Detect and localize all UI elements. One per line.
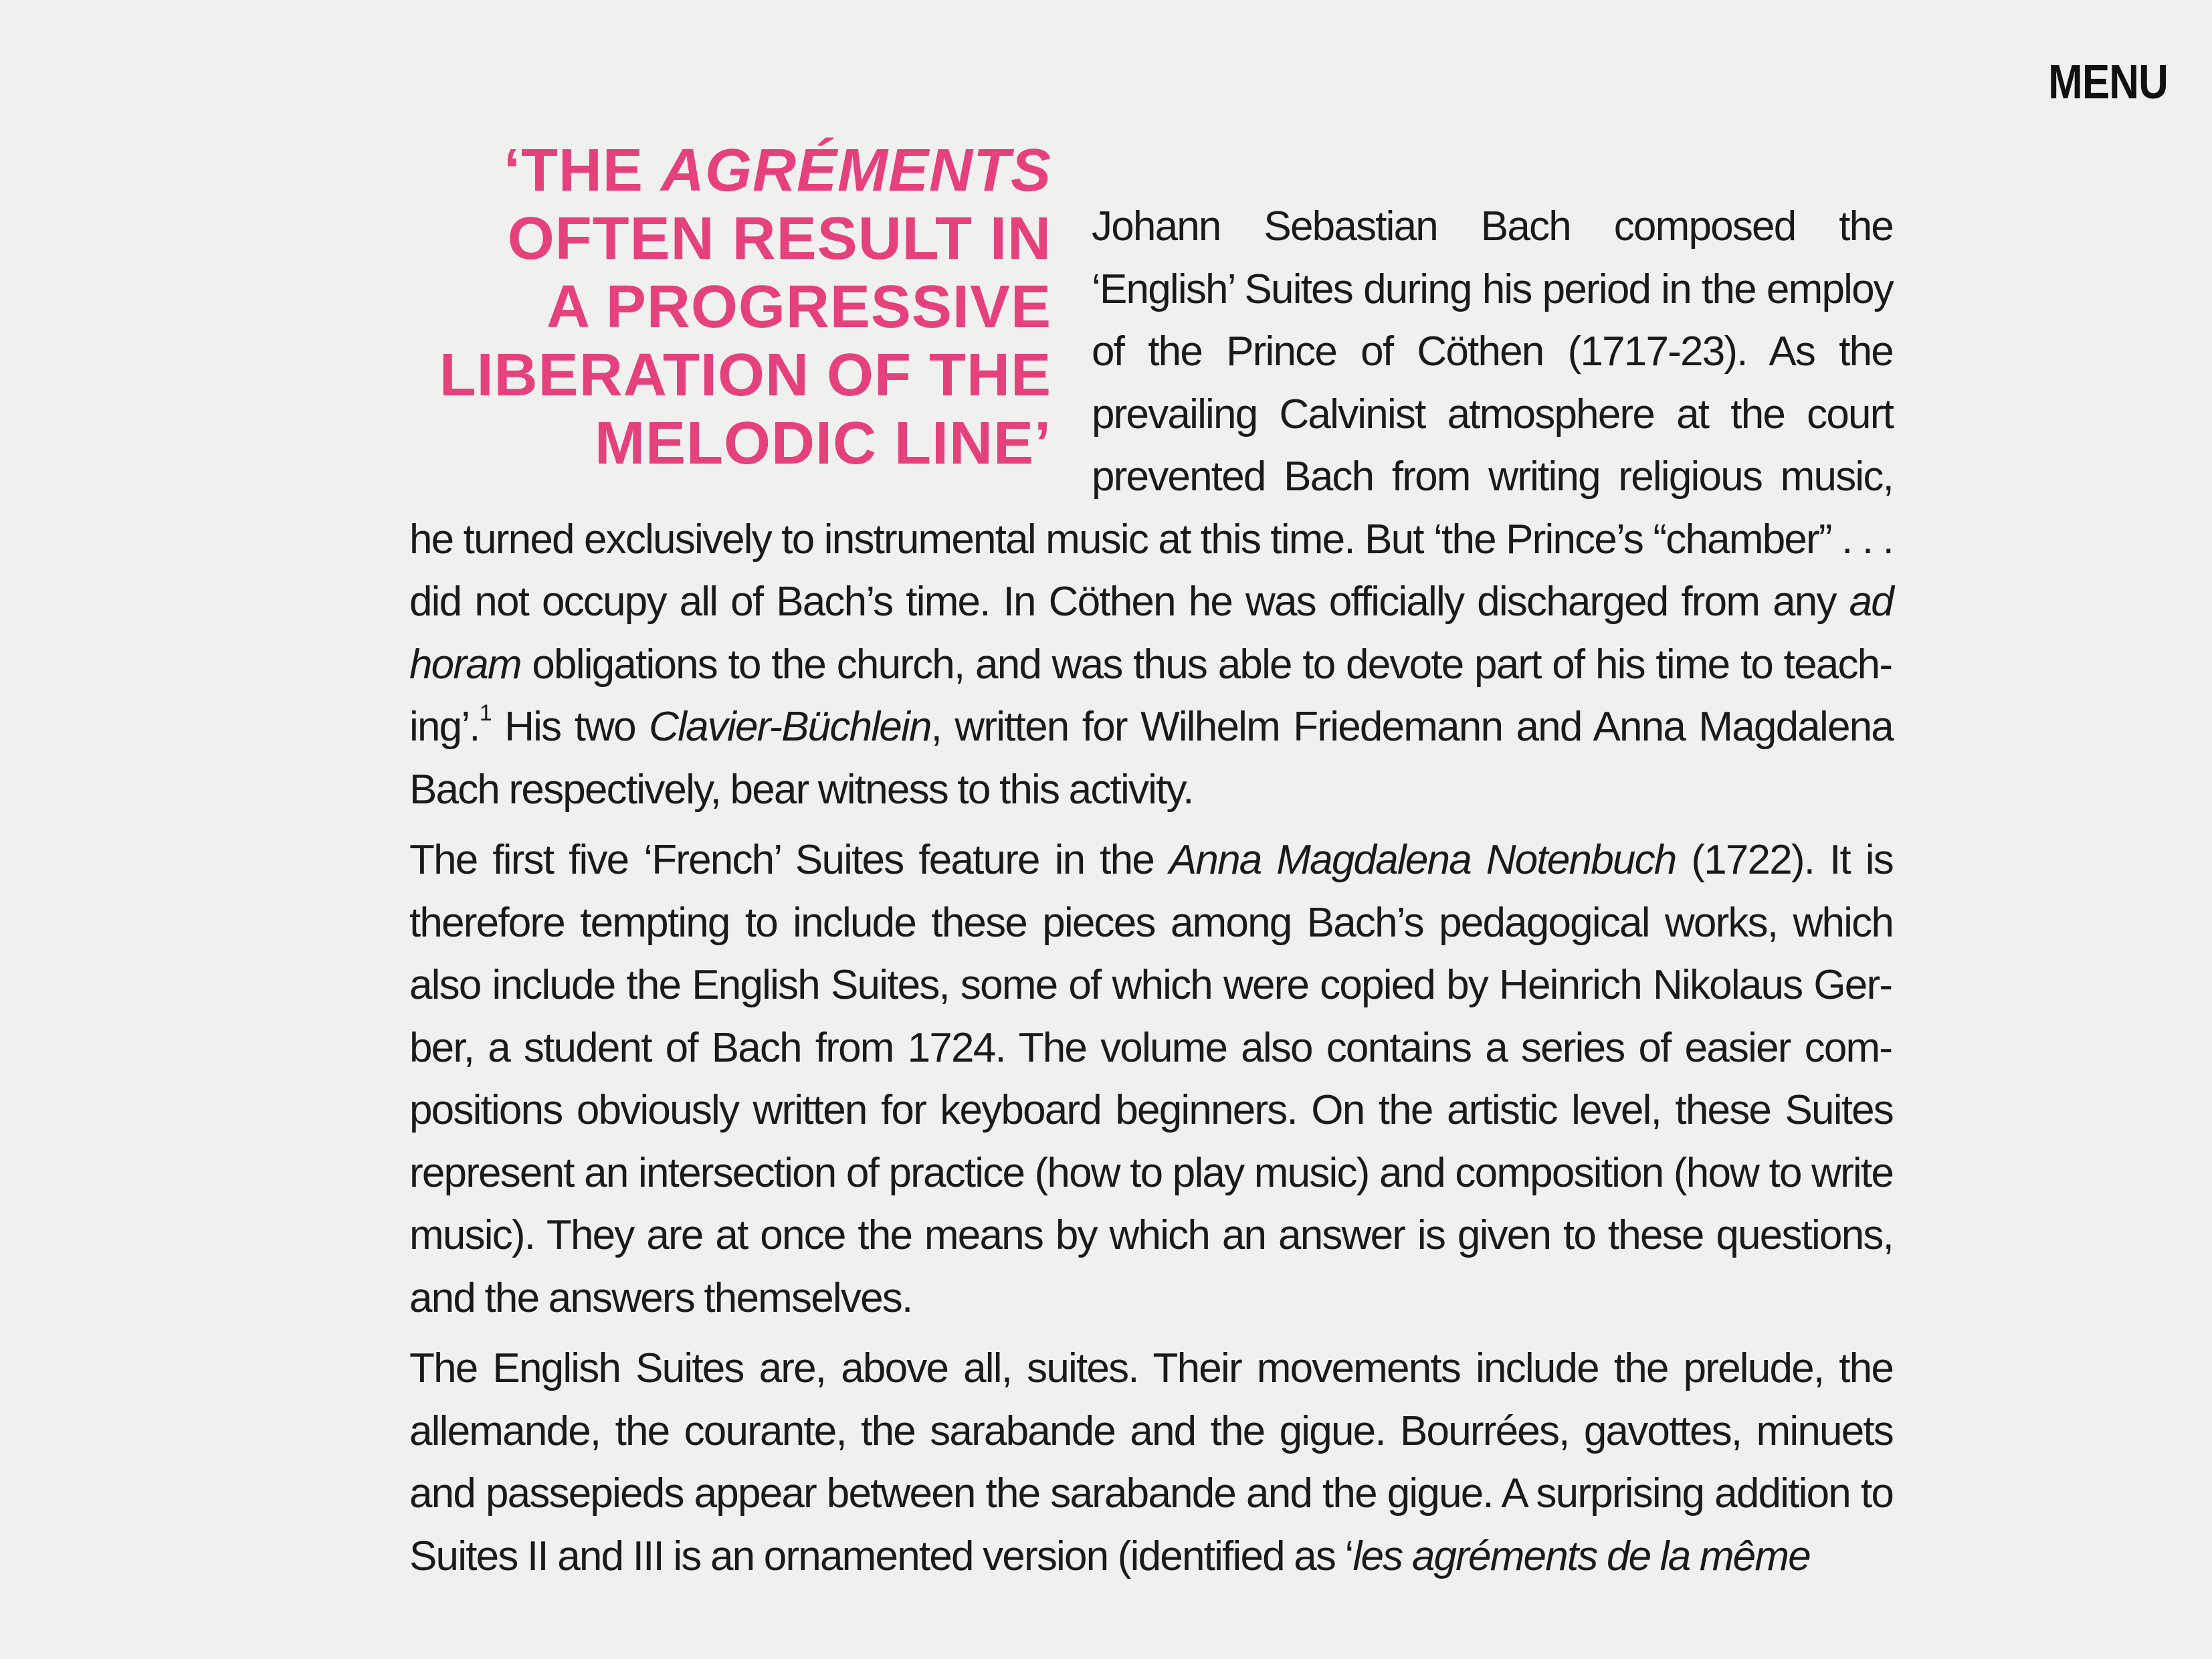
pull-quote xyxy=(409,136,1051,478)
paragraph-1: Johann Sebastian Bach composed the ‘English’ Suites during his period in the employ of the Prince of Cöthen (1717-23). As the prevailing Calvinist atmosphere at the court prevented Bach from writing religious music, he turned exclusively to instrumental music at this time. But ‘the Prince’s “chamber” . . . did not occupy all of Bach’s time. In Cöthen he was officially discharged from any ad horam obligations to the church, and was thus able to devote part of his time to teaching’.$^1$ His two Clavier-Büchlein, written for Wilhelm Friedemann and Anna Magdalena Bach respectively, bear witness to this activity. xyxy=(409,203,1893,813)
footnote-marker[interactable]: 1 xyxy=(479,700,491,726)
article xyxy=(409,134,1893,1595)
pull-quote-line-3: A PROGRESSIVE xyxy=(546,274,1051,340)
paragraph-2: The first five ‘French’ Suites feature in the Anna Magdalena Notenbuch (1722). It is therefore tempting to include these pieces among Bach’s pedagogical works, which also include the English Suites, some of which were copied by Heinrich Nikolaus Gerber, a student of Bach from 1724. The volume also contains a series of easier compositions obviously written for keyboard beginners. On the artistic level, these Suites represent an intersection of practice (how to play music) and composition (how to write music). They are at once the means by which an answer is given to these questions, and the answers themselves. xyxy=(409,837,1893,1321)
pull-quote-line-5: MELODIC LINE’ xyxy=(595,410,1051,477)
pull-quote-italic-term: AGRÉMENTS xyxy=(660,137,1051,204)
pull-quote-line-1: ‘THE AGRÉMENTS xyxy=(503,137,1051,204)
pull-quote-line-2: OFTEN RESULT IN xyxy=(507,205,1051,272)
menu-button[interactable]: MENU xyxy=(2048,56,2168,109)
paragraph-3: The English Suites are, above all, suites. Their movements include the prelude, the allemande, the courante, the sarabande and the gigue. Bourrées, gavottes, minuets and passepieds appear between the sarabande and the gigue. A surprising addition to Suites II and III is an ornamented version (identified as ‘les agréments de la même xyxy=(409,1345,1893,1579)
pull-quote-line-4: LIBERATION OF THE xyxy=(439,342,1051,409)
